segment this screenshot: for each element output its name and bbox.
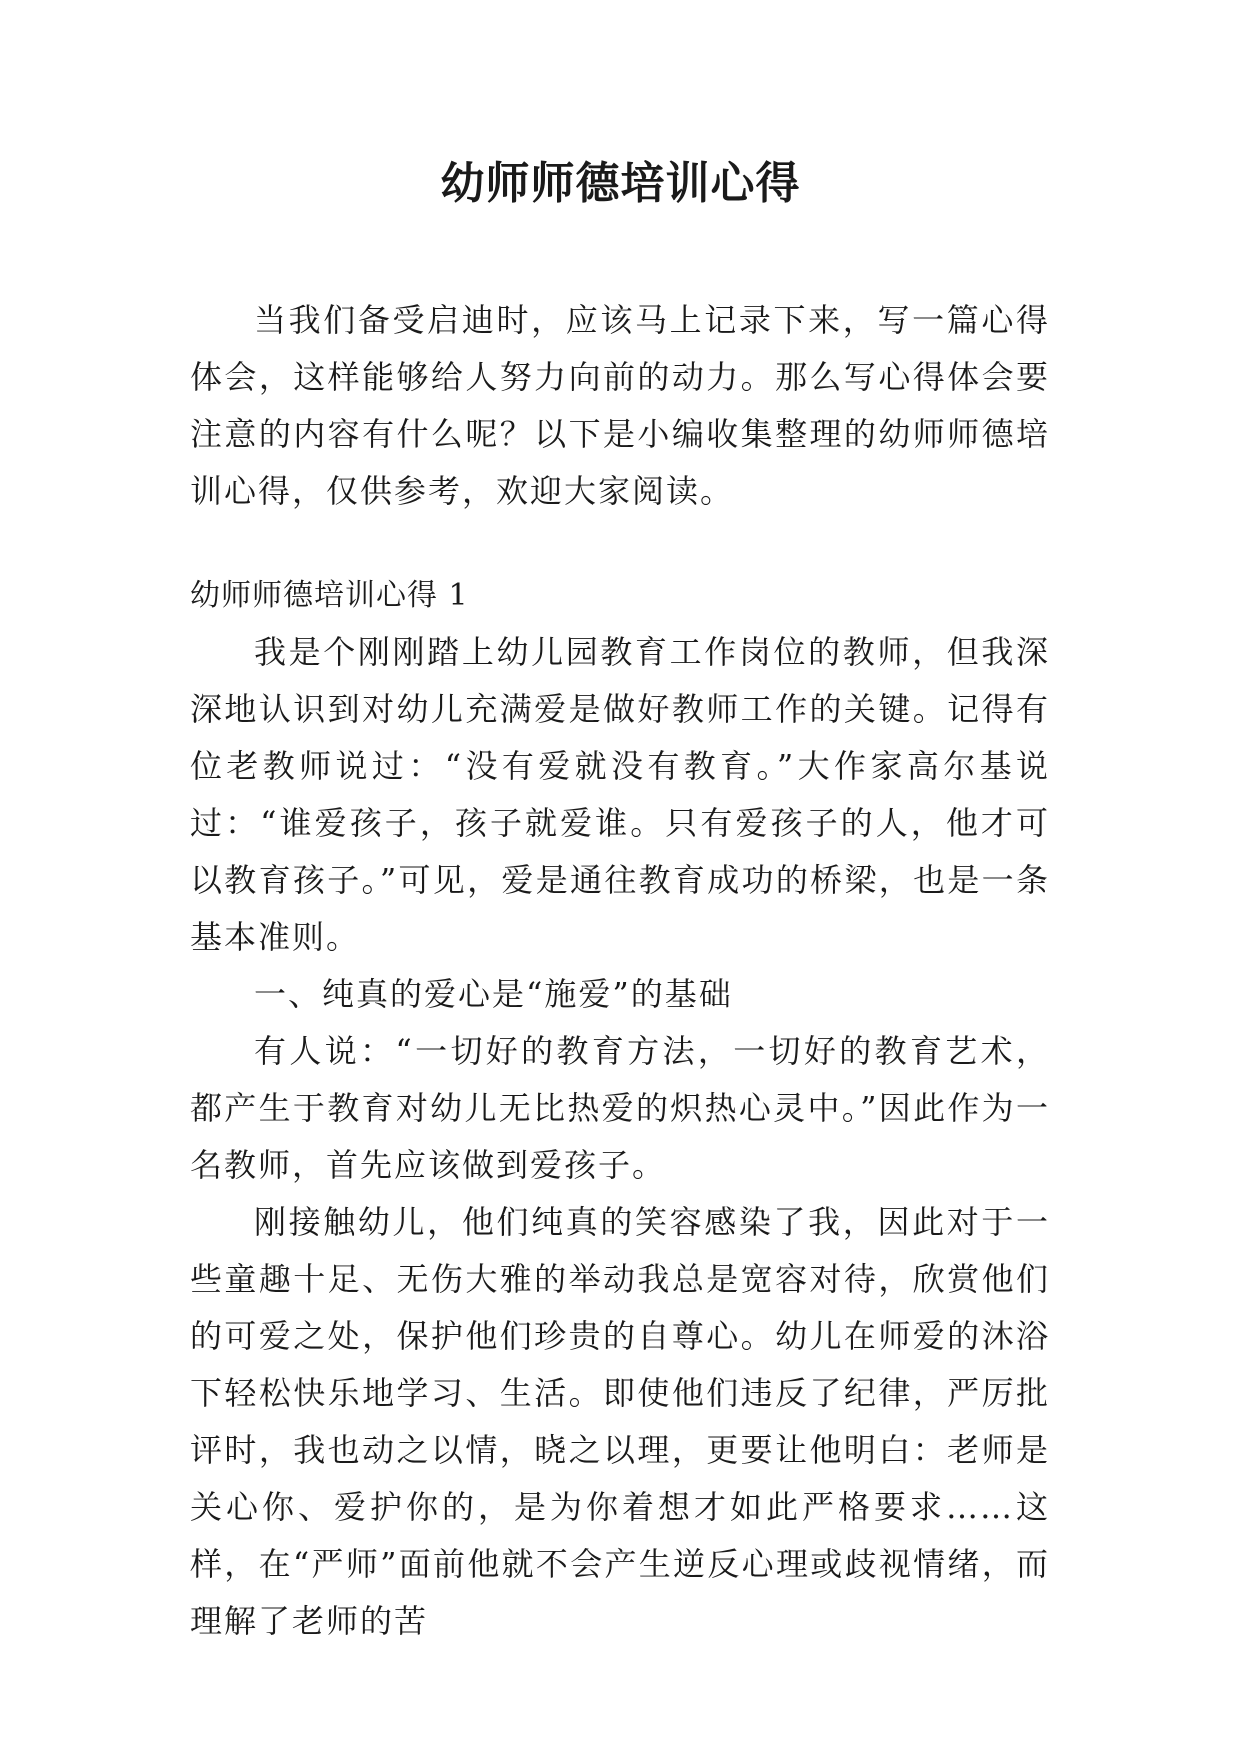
body-paragraph-3: 刚接触幼儿，他们纯真的笑容感染了我，因此对于一些童趣十足、无伤大雅的举动我总是宽容对待，欣赏他们的可爱之处，保护他们珍贵的自尊心。幼儿在师爱的沐浴下轻松快乐地学习、生活。即使他们违反了纪律，严厉批评时，我也动之以情，晓之以理，更要让他明白：老师是关心你、爱护你的，是为你着想才如此严格要求……这样，在“严师”面前他就不会产生逆反心理或歧视情绪，而理解了老师的苦 <box>190 1203 1050 1640</box>
body-paragraph-1: 我是个刚刚踏上幼儿园教育工作岗位的教师，但我深深地认识到对幼儿充满爱是做好教师工作的关键。记得有位老教师说过：“没有爱就没有教育。”大作家高尔基说过：“谁爱孩子，孩子就爱谁。只有爱孩子的人，他才可以教育孩子。”可见，爱是通往教育成功的桥梁，也是一条基本准则。 <box>190 633 1050 956</box>
body-paragraph-heading: 一、纯真的爱心是“施爱”的基础 <box>254 975 733 1013</box>
intro-paragraph: 当我们备受启迪时，应该马上记录下来，写一篇心得体会，这样能够给人努力向前的动力。那么写心得体会要注意的内容有什么呢？以下是小编收集整理的幼师师德培训心得，仅供参考，欢迎大家阅读。 <box>190 301 1050 510</box>
body-paragraph-2: 有人说：“一切好的教育方法，一切好的教育艺术，都产生于教育对幼儿无比热爱的炽热心灵中。”因此作为一名教师，首先应该做到爱孩子。 <box>190 1032 1050 1184</box>
document-title: 幼师师德培训心得 <box>440 158 801 209</box>
document-body <box>190 292 1050 1650</box>
section-heading: 幼师师德培训心得 1 <box>190 578 469 613</box>
